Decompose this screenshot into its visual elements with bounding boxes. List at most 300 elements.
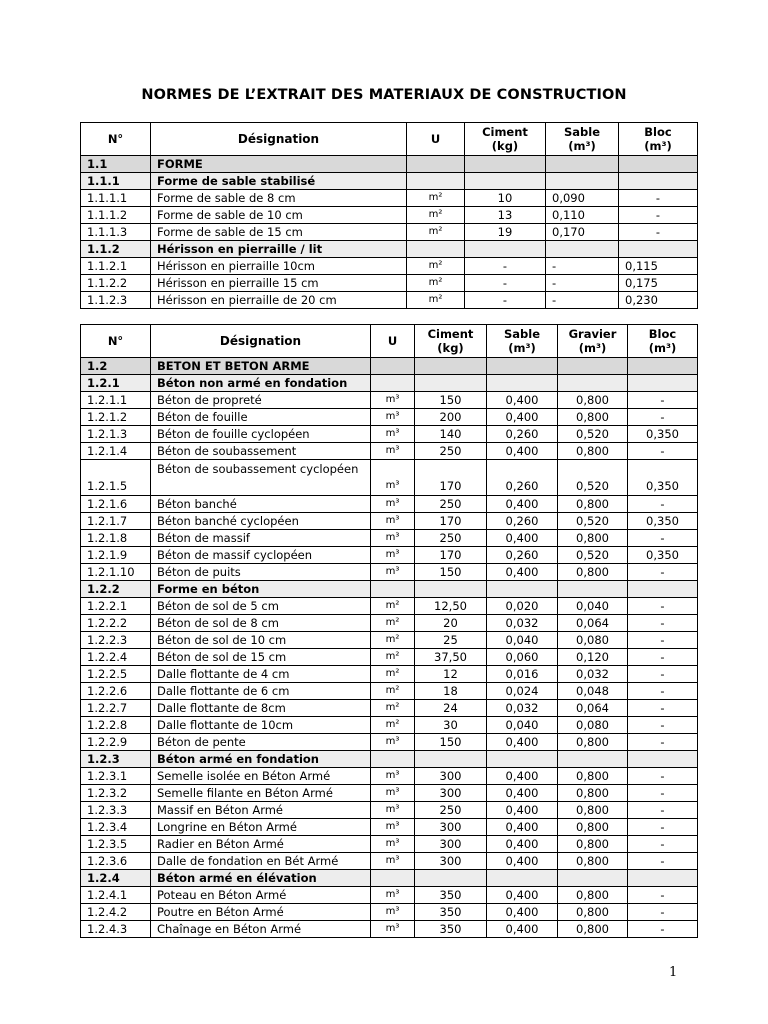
table-row — [81, 802, 698, 819]
cell-u: m² — [371, 649, 415, 666]
cell-ciment: 150 — [415, 734, 487, 751]
cell-sable: 0,400 — [487, 409, 558, 426]
cell-gravier: 0,800 — [558, 530, 628, 547]
cell-sable — [487, 870, 558, 887]
subsection-row — [81, 751, 698, 768]
cell-des: Semelle filante en Béton Armé — [151, 785, 371, 802]
header-ciment-label: Ciment (kg) — [482, 125, 528, 153]
cell-bloc: 0,350 — [628, 426, 698, 443]
cell-no: 1.2.3.1 — [81, 768, 151, 785]
cell-des: Massif en Béton Armé — [151, 802, 371, 819]
cell-bloc — [619, 156, 698, 173]
cell-gravier: 0,520 — [558, 513, 628, 530]
cell-no: 1.2.2.3 — [81, 632, 151, 649]
cell-des: Béton de massif — [151, 530, 371, 547]
cell-des: Forme de sable stabilisé — [151, 173, 407, 190]
cell-u: m² — [371, 683, 415, 700]
cell-sable: 0,400 — [487, 768, 558, 785]
table-row — [81, 683, 698, 700]
cell-ciment: - — [465, 258, 546, 275]
cell-u: m² — [371, 632, 415, 649]
cell-ciment: 10 — [465, 190, 546, 207]
cell-sable: - — [546, 275, 619, 292]
table-row — [81, 224, 698, 241]
cell-ciment — [465, 173, 546, 190]
header-bloc — [628, 325, 698, 358]
cell-ciment: 13 — [465, 207, 546, 224]
cell-gravier: 0,064 — [558, 700, 628, 717]
cell-u: m² — [407, 190, 465, 207]
subsection-row — [81, 581, 698, 598]
cell-u — [407, 241, 465, 258]
cell-sable: 0,260 — [487, 547, 558, 564]
cell-bloc — [628, 870, 698, 887]
table-row — [81, 717, 698, 734]
cell-no: 1.2.1.9 — [81, 547, 151, 564]
cell-ciment: 150 — [415, 564, 487, 581]
cell-gravier — [558, 375, 628, 392]
cell-sable: 0,260 — [487, 513, 558, 530]
cell-u — [371, 751, 415, 768]
cell-u: m³ — [371, 564, 415, 581]
cell-u: m³ — [371, 443, 415, 460]
cell-gravier: 0,800 — [558, 392, 628, 409]
header-unit: U — [371, 325, 415, 358]
cell-u: m² — [371, 717, 415, 734]
cell-gravier: 0,040 — [558, 598, 628, 615]
cell-bloc: 0,350 — [628, 547, 698, 564]
cell-sable — [546, 156, 619, 173]
cell-no: 1.2.1.8 — [81, 530, 151, 547]
cell-des: Hérisson en pierraille de 20 cm — [151, 292, 407, 309]
cell-bloc: - — [628, 392, 698, 409]
cell-no: 1.2.3.3 — [81, 802, 151, 819]
cell-sable: 0,400 — [487, 887, 558, 904]
cell-u: m³ — [371, 496, 415, 513]
cell-bloc: - — [619, 224, 698, 241]
cell-no: 1.2.2.9 — [81, 734, 151, 751]
section-row — [81, 358, 698, 375]
cell-des: Béton de puits — [151, 564, 371, 581]
cell-no: 1.2.4.1 — [81, 887, 151, 904]
table-row — [81, 564, 698, 581]
cell-sable: 0,400 — [487, 564, 558, 581]
cell-ciment — [415, 581, 487, 598]
table-row — [81, 666, 698, 683]
cell-gravier — [558, 751, 628, 768]
cell-bloc: - — [619, 190, 698, 207]
cell-ciment: - — [465, 292, 546, 309]
section-row — [81, 156, 698, 173]
cell-u: m³ — [371, 547, 415, 564]
cell-sable — [487, 581, 558, 598]
cell-des: Béton banché cyclopéen — [151, 513, 371, 530]
cell-gravier: 0,800 — [558, 819, 628, 836]
cell-ciment: 350 — [415, 921, 487, 938]
cell-ciment: 170 — [415, 460, 487, 496]
table-row — [81, 258, 698, 275]
cell-des: Béton de fouille — [151, 409, 371, 426]
cell-ciment — [465, 241, 546, 258]
cell-ciment — [415, 751, 487, 768]
header-sable — [546, 123, 619, 156]
table-row — [81, 785, 698, 802]
cell-no: 1.2.2.7 — [81, 700, 151, 717]
cell-sable: 0,400 — [487, 836, 558, 853]
cell-gravier: 0,120 — [558, 649, 628, 666]
cell-bloc: - — [628, 887, 698, 904]
cell-u — [407, 156, 465, 173]
table-row — [81, 819, 698, 836]
header-sable-label: Sable (m³) — [503, 327, 541, 355]
cell-sable: 0,040 — [487, 632, 558, 649]
cell-bloc: - — [628, 615, 698, 632]
cell-sable: 0,400 — [487, 392, 558, 409]
cell-ciment: 170 — [415, 547, 487, 564]
cell-no: 1.2.4 — [81, 870, 151, 887]
table-row — [81, 275, 698, 292]
cell-sable — [546, 173, 619, 190]
cell-des: FORME — [151, 156, 407, 173]
cell-sable: 0,400 — [487, 496, 558, 513]
table-row — [81, 649, 698, 666]
cell-gravier: 0,800 — [558, 496, 628, 513]
cell-des: Béton armé en fondation — [151, 751, 371, 768]
cell-u: m² — [371, 615, 415, 632]
cell-ciment: 30 — [415, 717, 487, 734]
cell-bloc: - — [628, 785, 698, 802]
cell-des: Béton banché — [151, 496, 371, 513]
cell-gravier: 0,080 — [558, 632, 628, 649]
cell-no: 1.1.1.3 — [81, 224, 151, 241]
cell-ciment: 25 — [415, 632, 487, 649]
cell-ciment: 250 — [415, 496, 487, 513]
cell-bloc: - — [628, 768, 698, 785]
cell-sable: 0,400 — [487, 904, 558, 921]
cell-ciment: 20 — [415, 615, 487, 632]
cell-sable: 0,400 — [487, 921, 558, 938]
table-row — [81, 530, 698, 547]
cell-no: 1.1 — [81, 156, 151, 173]
cell-gravier: 0,800 — [558, 921, 628, 938]
cell-sable: 0,260 — [487, 460, 558, 496]
cell-des: Dalle flottante de 8cm — [151, 700, 371, 717]
cell-sable: 0,170 — [546, 224, 619, 241]
header-ciment — [415, 325, 487, 358]
table-row — [81, 921, 698, 938]
cell-sable — [487, 358, 558, 375]
cell-u: m² — [407, 292, 465, 309]
table-row — [81, 836, 698, 853]
header-designation: Désignation — [151, 325, 371, 358]
cell-no: 1.2.1.2 — [81, 409, 151, 426]
cell-gravier: 0,800 — [558, 802, 628, 819]
cell-no: 1.1.2.1 — [81, 258, 151, 275]
cell-no: 1.2.1.1 — [81, 392, 151, 409]
cell-des: Hérisson en pierraille / lit — [151, 241, 407, 258]
table-row — [81, 700, 698, 717]
cell-sable — [487, 375, 558, 392]
cell-gravier — [558, 358, 628, 375]
cell-sable: 0,400 — [487, 853, 558, 870]
cell-sable: - — [546, 258, 619, 275]
cell-ciment: 37,50 — [415, 649, 487, 666]
materials-table-forme — [80, 122, 698, 309]
cell-ciment: 350 — [415, 887, 487, 904]
cell-u: m³ — [371, 426, 415, 443]
cell-gravier: 0,800 — [558, 904, 628, 921]
cell-gravier: 0,800 — [558, 443, 628, 460]
cell-des: Forme de sable de 15 cm — [151, 224, 407, 241]
cell-des: Béton de propreté — [151, 392, 371, 409]
cell-ciment: 150 — [415, 392, 487, 409]
cell-ciment: 300 — [415, 853, 487, 870]
table-row — [81, 496, 698, 513]
cell-u: m³ — [371, 853, 415, 870]
cell-bloc: 0,350 — [628, 460, 698, 496]
table-row — [81, 426, 698, 443]
cell-bloc: - — [628, 904, 698, 921]
cell-no: 1.2.1.4 — [81, 443, 151, 460]
cell-sable: 0,090 — [546, 190, 619, 207]
cell-bloc: - — [628, 632, 698, 649]
cell-gravier: 0,800 — [558, 768, 628, 785]
cell-ciment: 200 — [415, 409, 487, 426]
cell-ciment: 24 — [415, 700, 487, 717]
table-row — [81, 460, 698, 496]
cell-bloc: 0,230 — [619, 292, 698, 309]
cell-bloc: - — [628, 819, 698, 836]
header-ciment — [465, 123, 546, 156]
cell-u: m² — [371, 666, 415, 683]
header-sable — [487, 325, 558, 358]
cell-gravier: 0,800 — [558, 564, 628, 581]
cell-des: Béton de soubassement — [151, 443, 371, 460]
cell-ciment — [415, 870, 487, 887]
table-header-row — [81, 325, 698, 358]
cell-no: 1.1.2 — [81, 241, 151, 258]
cell-no: 1.2.2.1 — [81, 598, 151, 615]
cell-sable: 0,110 — [546, 207, 619, 224]
cell-bloc: - — [628, 683, 698, 700]
cell-ciment — [415, 358, 487, 375]
cell-bloc — [628, 751, 698, 768]
cell-u: m³ — [371, 819, 415, 836]
cell-ciment: 300 — [415, 836, 487, 853]
cell-no: 1.2.1.7 — [81, 513, 151, 530]
table-row — [81, 547, 698, 564]
cell-sable: 0,060 — [487, 649, 558, 666]
cell-sable: - — [546, 292, 619, 309]
cell-bloc: 0,175 — [619, 275, 698, 292]
cell-ciment — [465, 156, 546, 173]
cell-no: 1.2.2 — [81, 581, 151, 598]
cell-gravier: 0,800 — [558, 836, 628, 853]
cell-ciment: 250 — [415, 530, 487, 547]
cell-des: Béton de sol de 8 cm — [151, 615, 371, 632]
cell-u: m³ — [371, 460, 415, 496]
table-row — [81, 207, 698, 224]
header-ciment-label: Ciment (kg) — [427, 327, 474, 355]
cell-bloc: - — [628, 853, 698, 870]
cell-no: 1.2 — [81, 358, 151, 375]
cell-u: m³ — [371, 802, 415, 819]
header-gravier — [558, 325, 628, 358]
subsection-row — [81, 173, 698, 190]
cell-des: Béton non armé en fondation — [151, 375, 371, 392]
table-row — [81, 409, 698, 426]
cell-u: m³ — [371, 785, 415, 802]
table-row — [81, 853, 698, 870]
cell-des: Poteau en Béton Armé — [151, 887, 371, 904]
cell-ciment: 300 — [415, 819, 487, 836]
cell-no: 1.2.3.4 — [81, 819, 151, 836]
cell-des: Dalle flottante de 10cm — [151, 717, 371, 734]
table-row — [81, 768, 698, 785]
subsection-row — [81, 375, 698, 392]
cell-ciment: 250 — [415, 443, 487, 460]
cell-bloc — [619, 241, 698, 258]
cell-ciment: - — [465, 275, 546, 292]
cell-u: m² — [407, 275, 465, 292]
cell-sable: 0,260 — [487, 426, 558, 443]
cell-sable: 0,020 — [487, 598, 558, 615]
cell-bloc: - — [628, 700, 698, 717]
cell-no: 1.2.3.5 — [81, 836, 151, 853]
cell-gravier: 0,048 — [558, 683, 628, 700]
cell-ciment: 140 — [415, 426, 487, 443]
cell-no: 1.2.3.2 — [81, 785, 151, 802]
cell-bloc: - — [628, 443, 698, 460]
cell-bloc — [619, 173, 698, 190]
header-bloc-label: Bloc (m³) — [648, 327, 677, 355]
cell-des: Béton de fouille cyclopéen — [151, 426, 371, 443]
cell-gravier: 0,800 — [558, 734, 628, 751]
cell-sable — [487, 751, 558, 768]
cell-no: 1.2.1.5 — [81, 460, 151, 496]
materials-table-beton — [80, 324, 698, 938]
cell-des: Dalle flottante de 4 cm — [151, 666, 371, 683]
cell-no: 1.1.2.2 — [81, 275, 151, 292]
cell-no: 1.2.1.3 — [81, 426, 151, 443]
cell-u: m² — [407, 224, 465, 241]
cell-ciment: 12 — [415, 666, 487, 683]
cell-des: Hérisson en pierraille 10cm — [151, 258, 407, 275]
cell-no: 1.2.3 — [81, 751, 151, 768]
cell-no: 1.2.4.2 — [81, 904, 151, 921]
table-row — [81, 392, 698, 409]
cell-ciment: 300 — [415, 768, 487, 785]
cell-sable: 0,400 — [487, 530, 558, 547]
cell-gravier — [558, 870, 628, 887]
cell-u: m³ — [371, 409, 415, 426]
cell-sable: 0,400 — [487, 819, 558, 836]
cell-des: Béton de sol de 5 cm — [151, 598, 371, 615]
page-title: NORMES DE L’EXTRAIT DES MATERIAUX DE CONSTRUCTION — [141, 87, 627, 103]
cell-u: m³ — [371, 768, 415, 785]
page-number: 1 — [669, 965, 678, 980]
cell-bloc: - — [628, 409, 698, 426]
table-row — [81, 632, 698, 649]
cell-gravier: 0,520 — [558, 460, 628, 496]
cell-no: 1.1.2.3 — [81, 292, 151, 309]
cell-ciment: 12,50 — [415, 598, 487, 615]
cell-u: m³ — [371, 921, 415, 938]
cell-u: m³ — [371, 904, 415, 921]
cell-bloc: - — [628, 802, 698, 819]
cell-no: 1.2.2.6 — [81, 683, 151, 700]
cell-bloc: - — [628, 921, 698, 938]
table-row — [81, 443, 698, 460]
header-bloc — [619, 123, 698, 156]
cell-sable: 0,040 — [487, 717, 558, 734]
cell-sable: 0,032 — [487, 700, 558, 717]
cell-bloc: - — [628, 666, 698, 683]
cell-u: m³ — [371, 530, 415, 547]
cell-u: m³ — [371, 887, 415, 904]
cell-no: 1.2.3.6 — [81, 853, 151, 870]
cell-des: Béton de soubassement cyclopéen — [151, 460, 371, 496]
cell-no: 1.2.4.3 — [81, 921, 151, 938]
cell-gravier: 0,800 — [558, 409, 628, 426]
cell-gravier: 0,520 — [558, 547, 628, 564]
cell-no: 1.2.2.5 — [81, 666, 151, 683]
cell-u: m² — [407, 258, 465, 275]
cell-des: Poutre en Béton Armé — [151, 904, 371, 921]
cell-des: Forme de sable de 8 cm — [151, 190, 407, 207]
cell-ciment: 250 — [415, 802, 487, 819]
cell-bloc: - — [619, 207, 698, 224]
cell-bloc: - — [628, 530, 698, 547]
cell-u — [371, 870, 415, 887]
cell-sable — [546, 241, 619, 258]
cell-des: Béton de sol de 15 cm — [151, 649, 371, 666]
cell-gravier: 0,032 — [558, 666, 628, 683]
table-row — [81, 513, 698, 530]
cell-u — [371, 358, 415, 375]
cell-sable: 0,400 — [487, 734, 558, 751]
header-no: N° — [81, 123, 151, 156]
cell-u: m³ — [371, 513, 415, 530]
cell-bloc: - — [628, 598, 698, 615]
table-row — [81, 190, 698, 207]
cell-bloc — [628, 581, 698, 598]
cell-des: BETON ET BETON ARME — [151, 358, 371, 375]
header-designation: Désignation — [151, 123, 407, 156]
table-header-row — [81, 123, 698, 156]
cell-u: m³ — [371, 836, 415, 853]
header-bloc-label: Bloc (m³) — [644, 125, 672, 153]
cell-gravier: 0,800 — [558, 785, 628, 802]
cell-des: Dalle flottante de 6 cm — [151, 683, 371, 700]
cell-no: 1.1.1.1 — [81, 190, 151, 207]
subsection-row — [81, 870, 698, 887]
cell-bloc — [628, 375, 698, 392]
cell-des: Forme de sable de 10 cm — [151, 207, 407, 224]
cell-gravier: 0,064 — [558, 615, 628, 632]
cell-bloc: - — [628, 564, 698, 581]
table-row — [81, 292, 698, 309]
cell-sable: 0,400 — [487, 443, 558, 460]
table-row — [81, 598, 698, 615]
cell-ciment — [415, 375, 487, 392]
cell-gravier: 0,800 — [558, 853, 628, 870]
cell-des: Béton de sol de 10 cm — [151, 632, 371, 649]
header-unit: U — [407, 123, 465, 156]
cell-u: m² — [407, 207, 465, 224]
cell-bloc: - — [628, 836, 698, 853]
cell-ciment: 170 — [415, 513, 487, 530]
